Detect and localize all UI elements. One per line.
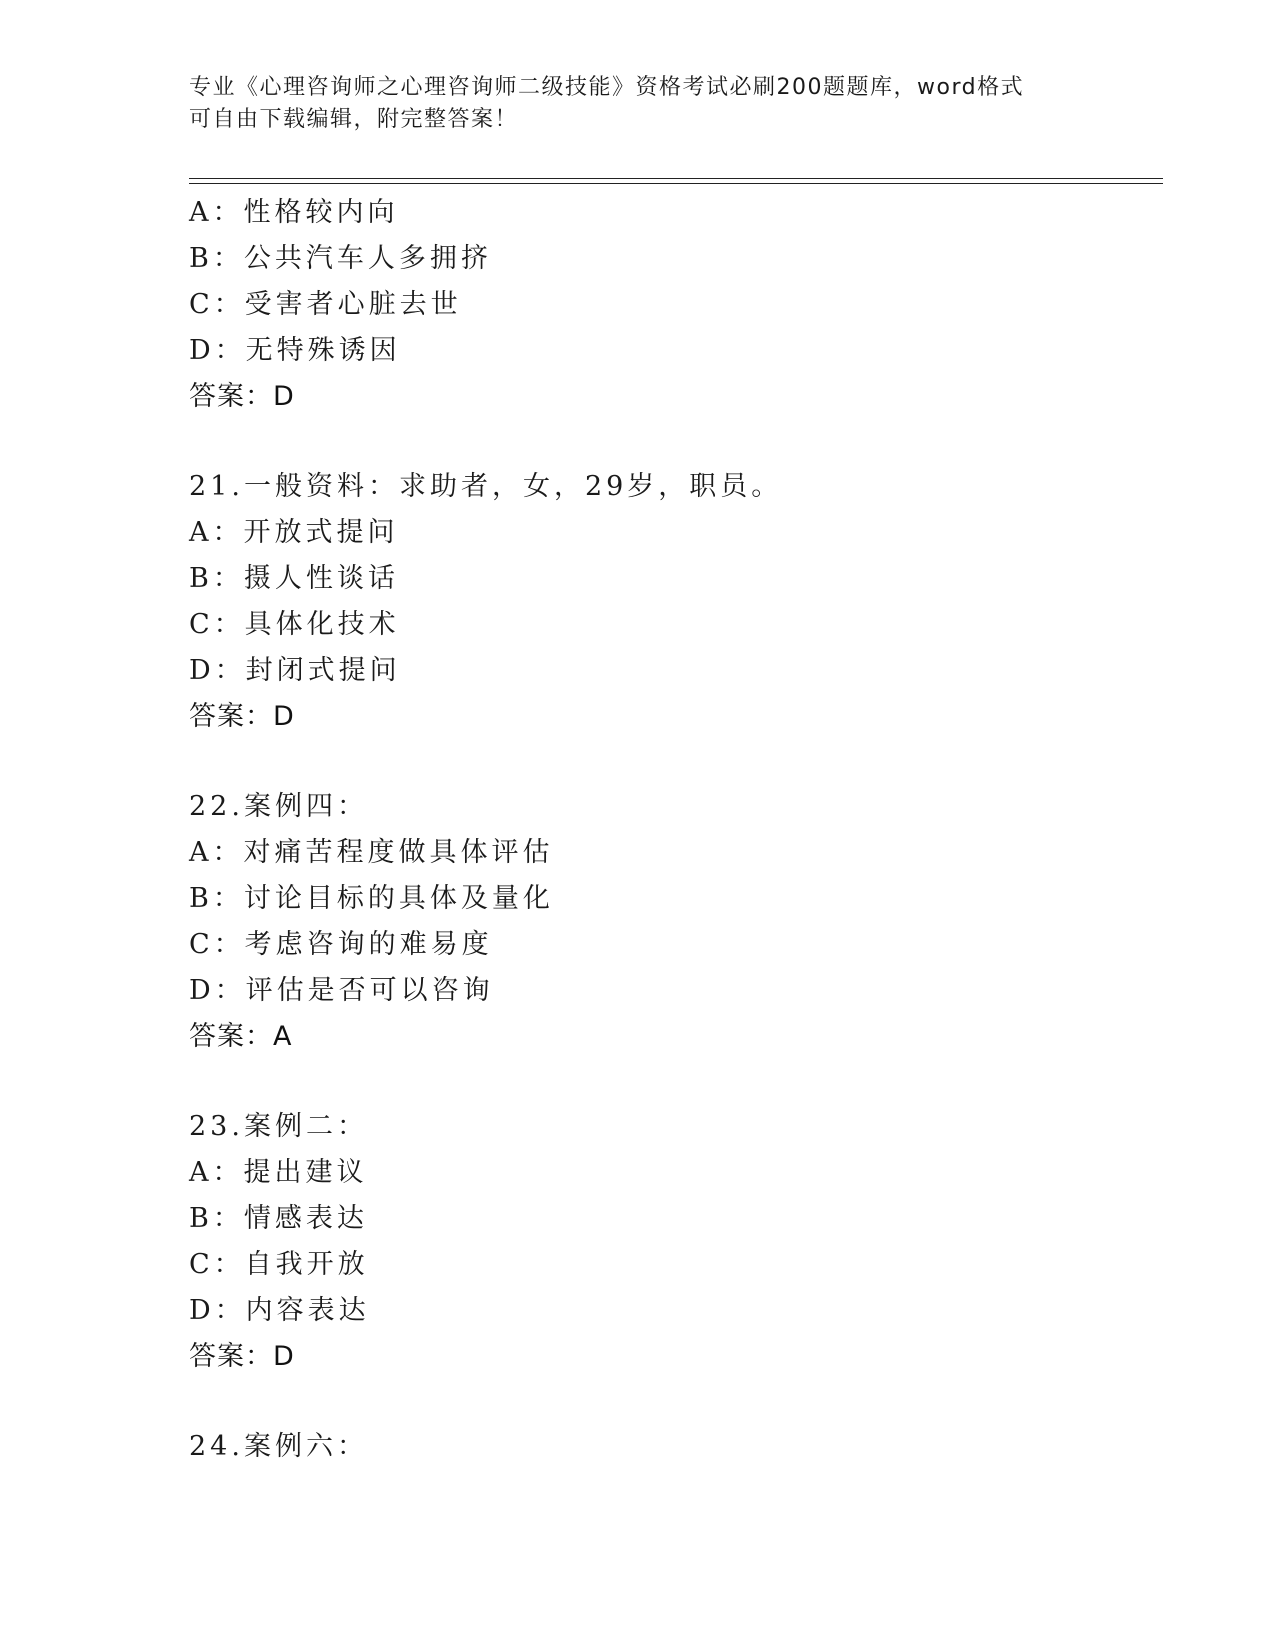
option-text: 评估是否可以咨询 bbox=[245, 975, 494, 1006]
option-letter: D： bbox=[189, 975, 246, 1006]
option-text: 开放式提问 bbox=[243, 517, 399, 548]
option-text: 提出建议 bbox=[243, 1157, 368, 1188]
header-title-line-2: 可自由下载编辑，附完整答案！ bbox=[189, 107, 519, 132]
option-letter: B： bbox=[189, 243, 244, 274]
answer-line: 答案：A bbox=[189, 1021, 293, 1052]
option-a bbox=[189, 190, 1163, 236]
option-b bbox=[189, 876, 1163, 922]
option-letter: B： bbox=[189, 883, 244, 914]
option-letter: A： bbox=[189, 197, 244, 228]
option-d bbox=[189, 328, 1163, 374]
option-text: 封闭式提问 bbox=[245, 655, 401, 686]
question-block-21 bbox=[189, 464, 1163, 740]
option-letter: B： bbox=[189, 1203, 244, 1234]
question-block-22 bbox=[189, 784, 1163, 1060]
option-a bbox=[189, 1150, 1163, 1196]
option-c bbox=[189, 602, 1163, 648]
option-text: 考虑咨询的难易度 bbox=[244, 929, 493, 960]
option-letter: C： bbox=[189, 609, 245, 640]
question-list bbox=[189, 190, 1163, 1470]
option-letter: C： bbox=[189, 929, 245, 960]
question-stem: 23.案例二： bbox=[189, 1111, 368, 1142]
question-block-20 bbox=[189, 190, 1163, 420]
block-spacer bbox=[189, 420, 1163, 464]
answer-line: 答案：D bbox=[189, 1341, 295, 1372]
option-letter: A： bbox=[189, 517, 244, 548]
option-letter: C： bbox=[189, 1249, 245, 1280]
option-d bbox=[189, 648, 1163, 694]
option-text: 自我开放 bbox=[244, 1249, 369, 1280]
answer-line: 答案：D bbox=[189, 381, 295, 412]
option-d bbox=[189, 1288, 1163, 1334]
option-letter: D： bbox=[189, 335, 246, 366]
question-stem: 24.案例六： bbox=[189, 1431, 368, 1462]
option-letter: C： bbox=[189, 289, 245, 320]
header-title-line-1: 专业《心理咨询师之心理咨询师二级技能》资格考试必刷200题题库，word格式 bbox=[189, 75, 1025, 100]
block-spacer bbox=[189, 1060, 1163, 1104]
option-text: 受害者心脏去世 bbox=[244, 289, 462, 320]
option-text: 性格较内向 bbox=[243, 197, 399, 228]
option-text: 公共汽车人多拥挤 bbox=[243, 243, 492, 274]
option-b bbox=[189, 556, 1163, 602]
question-stem: 21.一般资料：求助者，女，29岁，职员。 bbox=[189, 471, 783, 502]
header-divider-top bbox=[189, 178, 1163, 179]
question-block-24 bbox=[189, 1424, 1163, 1470]
question-stem: 22.案例四： bbox=[189, 791, 368, 822]
option-text: 讨论目标的具体及量化 bbox=[243, 883, 554, 914]
option-text: 摄人性谈话 bbox=[243, 563, 399, 594]
option-a bbox=[189, 830, 1163, 876]
block-spacer bbox=[189, 1380, 1163, 1424]
option-letter: A： bbox=[189, 1157, 244, 1188]
question-block-23 bbox=[189, 1104, 1163, 1380]
option-text: 无特殊诱因 bbox=[245, 335, 401, 366]
option-d bbox=[189, 968, 1163, 1014]
header-divider-bottom bbox=[189, 183, 1163, 184]
option-letter: B： bbox=[189, 563, 244, 594]
option-c bbox=[189, 922, 1163, 968]
option-c bbox=[189, 1242, 1163, 1288]
document-header bbox=[189, 72, 1089, 136]
block-spacer bbox=[189, 740, 1163, 784]
option-a bbox=[189, 510, 1163, 556]
option-c bbox=[189, 282, 1163, 328]
answer-line: 答案：D bbox=[189, 701, 295, 732]
option-text: 对痛苦程度做具体评估 bbox=[243, 837, 554, 868]
option-letter: A： bbox=[189, 837, 244, 868]
option-text: 情感表达 bbox=[243, 1203, 368, 1234]
option-b bbox=[189, 236, 1163, 282]
option-letter: D： bbox=[189, 1295, 246, 1326]
option-text: 具体化技术 bbox=[244, 609, 400, 640]
option-b bbox=[189, 1196, 1163, 1242]
option-letter: D： bbox=[189, 655, 246, 686]
option-text: 内容表达 bbox=[245, 1295, 370, 1326]
